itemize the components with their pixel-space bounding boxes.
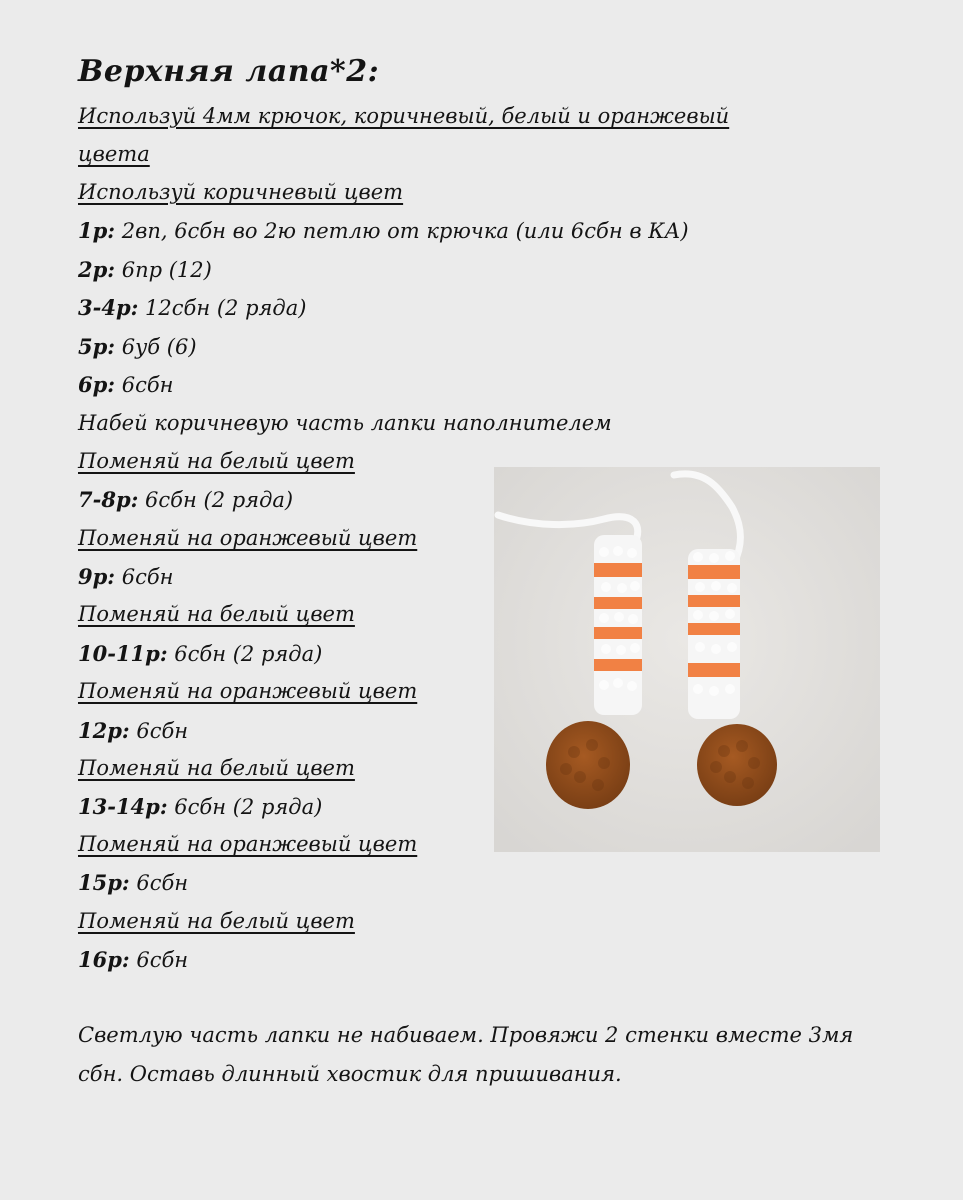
stuffing-note: Набей коричневую часть лапки наполнителем <box>78 411 612 435</box>
color-change: Поменяй на белый цвет <box>78 602 355 626</box>
row-instruction <box>78 372 174 397</box>
row-text: 6сбн <box>129 719 189 743</box>
row-instruction <box>78 794 322 819</box>
finishing-note: Светлую часть лапки не набиваем. Провяжи 2 стенки вместе 3мя сбн. Оставь длинный хвостик для пришивания. <box>78 1023 854 1086</box>
row-instruction <box>78 295 306 320</box>
row-label: 10-11р: <box>78 641 168 666</box>
row-text: 12сбн (2 ряда) <box>138 296 307 320</box>
row-label: 13-14р: <box>78 794 168 819</box>
row-text: 6сбн <box>129 948 189 972</box>
row-text: 6сбн (2 ряда) <box>138 488 294 512</box>
row-instruction <box>78 718 188 743</box>
row-label: 15р: <box>78 870 130 895</box>
color-change: Поменяй на белый цвет <box>78 756 355 780</box>
row-instruction <box>78 641 322 666</box>
intro-line-2: цвета <box>78 142 150 166</box>
crochet-arms-photo <box>494 467 880 852</box>
row-text: 6сбн (2 ряда) <box>167 642 323 666</box>
row-instruction <box>78 218 689 243</box>
row-label: 6р: <box>78 372 116 397</box>
row-instruction <box>78 487 293 512</box>
row-text: 6сбн <box>115 565 174 589</box>
row-label: 3-4р: <box>78 295 139 320</box>
row-text: 6сбн (2 ряда) <box>167 795 323 819</box>
row-label: 9р: <box>78 564 116 589</box>
row-label: 1р: <box>78 218 116 243</box>
row-label: 2р: <box>78 257 116 282</box>
color-change: Поменяй на оранжевый цвет <box>78 679 418 703</box>
color-change: Поменяй на белый цвет <box>78 909 355 933</box>
row-instruction <box>78 870 188 895</box>
intro-line-3: Используй коричневый цвет <box>78 180 404 204</box>
row-instruction <box>78 947 188 972</box>
row-instruction <box>78 257 212 282</box>
row-instruction <box>78 334 197 359</box>
color-change: Поменяй на оранжевый цвет <box>78 832 418 856</box>
row-label: 7-8р: <box>78 487 139 512</box>
row-label: 5р: <box>78 334 116 359</box>
crochet-arms-illustration <box>494 467 880 852</box>
row-text: 6сбн <box>115 373 174 397</box>
row-text: 2вп, 6сбн во 2ю петлю от крючка (или 6сбн в КА) <box>115 219 689 243</box>
row-text: 6пр (12) <box>115 258 212 282</box>
row-label: 12р: <box>78 718 130 743</box>
row-instruction <box>78 564 174 589</box>
color-change: Поменяй на белый цвет <box>78 449 355 473</box>
row-text: 6уб (6) <box>115 335 197 359</box>
row-label: 16р: <box>78 947 130 972</box>
page-title: Верхняя лапа*2: <box>78 54 380 89</box>
intro-line-1: Используй 4мм крючок, коричневый, белый и оранжевый <box>78 104 730 128</box>
color-change: Поменяй на оранжевый цвет <box>78 526 418 550</box>
row-text: 6сбн <box>129 871 189 895</box>
